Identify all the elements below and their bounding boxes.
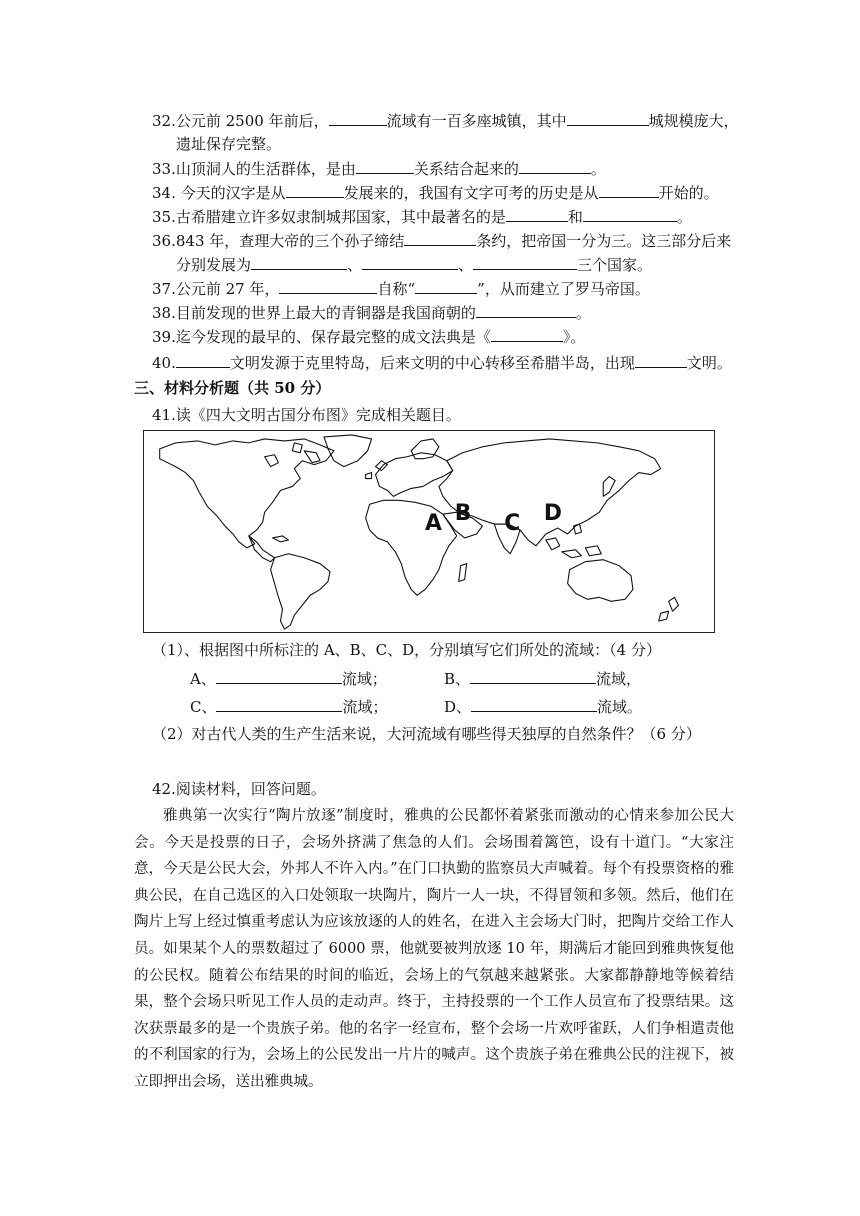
q34-text-a: 34. 今天的汉字是从 [152, 184, 286, 202]
answer-blank[interactable] [567, 110, 649, 126]
question-36-cont [176, 254, 652, 275]
suffix-a: 流域； [341, 670, 387, 688]
answer-blank[interactable] [635, 352, 687, 368]
answer-blank[interactable] [216, 696, 342, 712]
label-a: A、 [190, 670, 216, 688]
answer-blank[interactable] [329, 110, 387, 126]
australia-outline [568, 560, 633, 602]
answer-blank[interactable] [279, 278, 377, 294]
label-c: C、 [190, 698, 217, 716]
answer-blank[interactable] [286, 182, 344, 198]
map-label-d: D [543, 501, 562, 527]
question-37 [152, 278, 650, 299]
q32-text-a: 32.公元前 2500 年前后， [152, 112, 329, 130]
q36-text-f: 三个国家。 [577, 256, 653, 274]
q32-text-b: 流域有一百多座城镇，其中 [386, 112, 567, 130]
answer-blank[interactable] [491, 326, 563, 342]
answer-blank[interactable] [415, 278, 477, 294]
question-38 [152, 302, 591, 323]
q35-text-b: 和 [567, 208, 583, 226]
q35-text-c: 。 [676, 208, 692, 226]
q36-text-c: 分别发展为 [176, 256, 252, 274]
q36-text-e: 、 [458, 256, 474, 274]
q33-text-c: 。 [590, 160, 606, 178]
question-41-intro: 41.读《四大文明古国分布图》完成相关题目。 [152, 406, 461, 424]
question-35 [152, 206, 692, 227]
south-america-outline [271, 554, 330, 629]
q36-text-a: 36.843 年，查理大帝的三个孙子缔结 [152, 232, 405, 250]
q36-text-b: 条约，把帝国一分为三。这三部分后来 [476, 232, 732, 250]
suffix-d: 流域。 [597, 698, 643, 716]
question-36 [152, 230, 731, 251]
q37-text-b: 自称“ [377, 280, 416, 298]
q41-row-ab [190, 668, 387, 689]
answer-blank[interactable] [216, 668, 342, 684]
question-41-part1: （1）、根据图中所标注的 A、B、C、D，分别填写它们所处的流域：（4 分） [152, 641, 661, 659]
question-33 [152, 158, 606, 179]
q41-row-d [444, 696, 642, 717]
q32-text-c: 城规模庞大， [648, 112, 739, 130]
q40-text-b: 文明发源于克里特岛，后来文明的中心转移至希腊半岛，出现 [229, 354, 635, 372]
q37-text-c: ”，从而建立了罗马帝国。 [477, 280, 650, 298]
question-42-passage: 雅典第一次实行“陶片放逐”制度时，雅典的公民都怀着紧张而激动的心情来参加公民大会。今天是投票的日子，会场外挤满了焦急的人们。会场围着篱笆，设有十道门。“大家注意，今天是公民大会，外邦人不许入内。”在门口执勤的监察员大声喊着。每个有投票资格的雅典公民，在自己选区的入口处领取一块陶片，陶片一人一块，不得冒领和多领。然后，他们在陶片上写上经过慎重考虑认为应该放逐的人的姓名，在进入主会场大门时，把陶片交给工作人员。如果某个人的票数超过了 6000 票，他就要被判放逐 10 年，期满后才能回到雅典恢复他的公民权。随着公布结果的时间的临近，会场上的气氛越来越紧张。大家都静静地等候着结果，整个会场只听见工作人员的走动声。终于，主持投票的一个工作人员宣布了投票结果。这次获票最多的是一个贵族子弟。他的名字一经宣布，整个会场一片欢呼雀跃，人们争相遣责他的不利国家的行为，会场上的公民发出一片片的喊声。这个贵族子弟在雅典公民的注视下，被立即押出会场，送出雅典城。 [134, 808, 734, 1090]
q38-text-b: 。 [575, 304, 591, 322]
answer-blank[interactable] [404, 230, 476, 246]
q33-text-a: 33.山顶洞人的生活群体，是由 [152, 160, 356, 178]
answer-blank[interactable] [599, 182, 659, 198]
question-39 [152, 326, 585, 347]
q39-text-a: 39.迄今发现的最早的、保存最完整的成文法典是《 [152, 328, 491, 346]
answer-blank[interactable] [356, 158, 414, 174]
answer-blank[interactable] [362, 254, 458, 270]
q35-text-a: 35.古希腊建立许多奴隶制城邦国家，其中最著名的是 [152, 208, 506, 226]
question-32-cont [176, 134, 281, 154]
map-label-c: C [504, 511, 521, 537]
europe-outline [376, 453, 453, 497]
q41-row-c [190, 696, 388, 717]
suffix-b: 流域， [596, 670, 642, 688]
q32-text-d: 遗址保存完整。 [176, 135, 282, 153]
q40-text-c: 文明。 [686, 354, 732, 372]
q37-text-a: 37.公元前 27 年， [152, 280, 280, 298]
q38-text-a: 38.目前发现的世界上最大的青铜器是我国商朝的 [152, 304, 476, 322]
map-label-b: B [454, 501, 472, 527]
question-34 [152, 182, 719, 203]
question-32 [152, 110, 739, 131]
question-40 [152, 352, 732, 373]
q34-text-c: 开始的。 [658, 184, 719, 202]
answer-blank[interactable] [470, 668, 596, 684]
label-d: D、 [444, 698, 472, 716]
answer-blank[interactable] [519, 158, 591, 174]
q33-text-b: 关系结合起来的 [413, 160, 519, 178]
answer-blank[interactable] [583, 206, 677, 222]
answer-blank[interactable] [473, 254, 577, 270]
greenland-outline [324, 435, 372, 467]
answer-blank[interactable] [506, 206, 568, 222]
world-map [144, 431, 714, 632]
section-heading: 三、材料分析题（共 50 分） [134, 379, 331, 397]
label-b: B、 [444, 670, 471, 688]
answer-blank[interactable] [471, 696, 597, 712]
world-map-figure [143, 430, 715, 633]
suffix-c: 流域； [342, 698, 388, 716]
q39-text-b: 》。 [562, 328, 586, 346]
answer-blank[interactable] [476, 302, 576, 318]
q41-row-b [444, 668, 641, 689]
asia-outline [439, 439, 661, 546]
answer-blank[interactable] [251, 254, 347, 270]
answer-blank[interactable] [176, 352, 230, 368]
question-42-intro: 42.阅读材料，回答问题。 [152, 780, 326, 798]
question-41-part2: （2）对古代人类的生产生活来说，大河流域有哪些得天独厚的自然条件？（6 分） [152, 725, 701, 743]
q40-text-a: 40. [152, 354, 176, 372]
map-label-a: A [425, 511, 442, 537]
q36-text-d: 、 [347, 256, 363, 274]
q34-text-b: 发展来的，我国有文字可考的历史是从 [343, 184, 599, 202]
